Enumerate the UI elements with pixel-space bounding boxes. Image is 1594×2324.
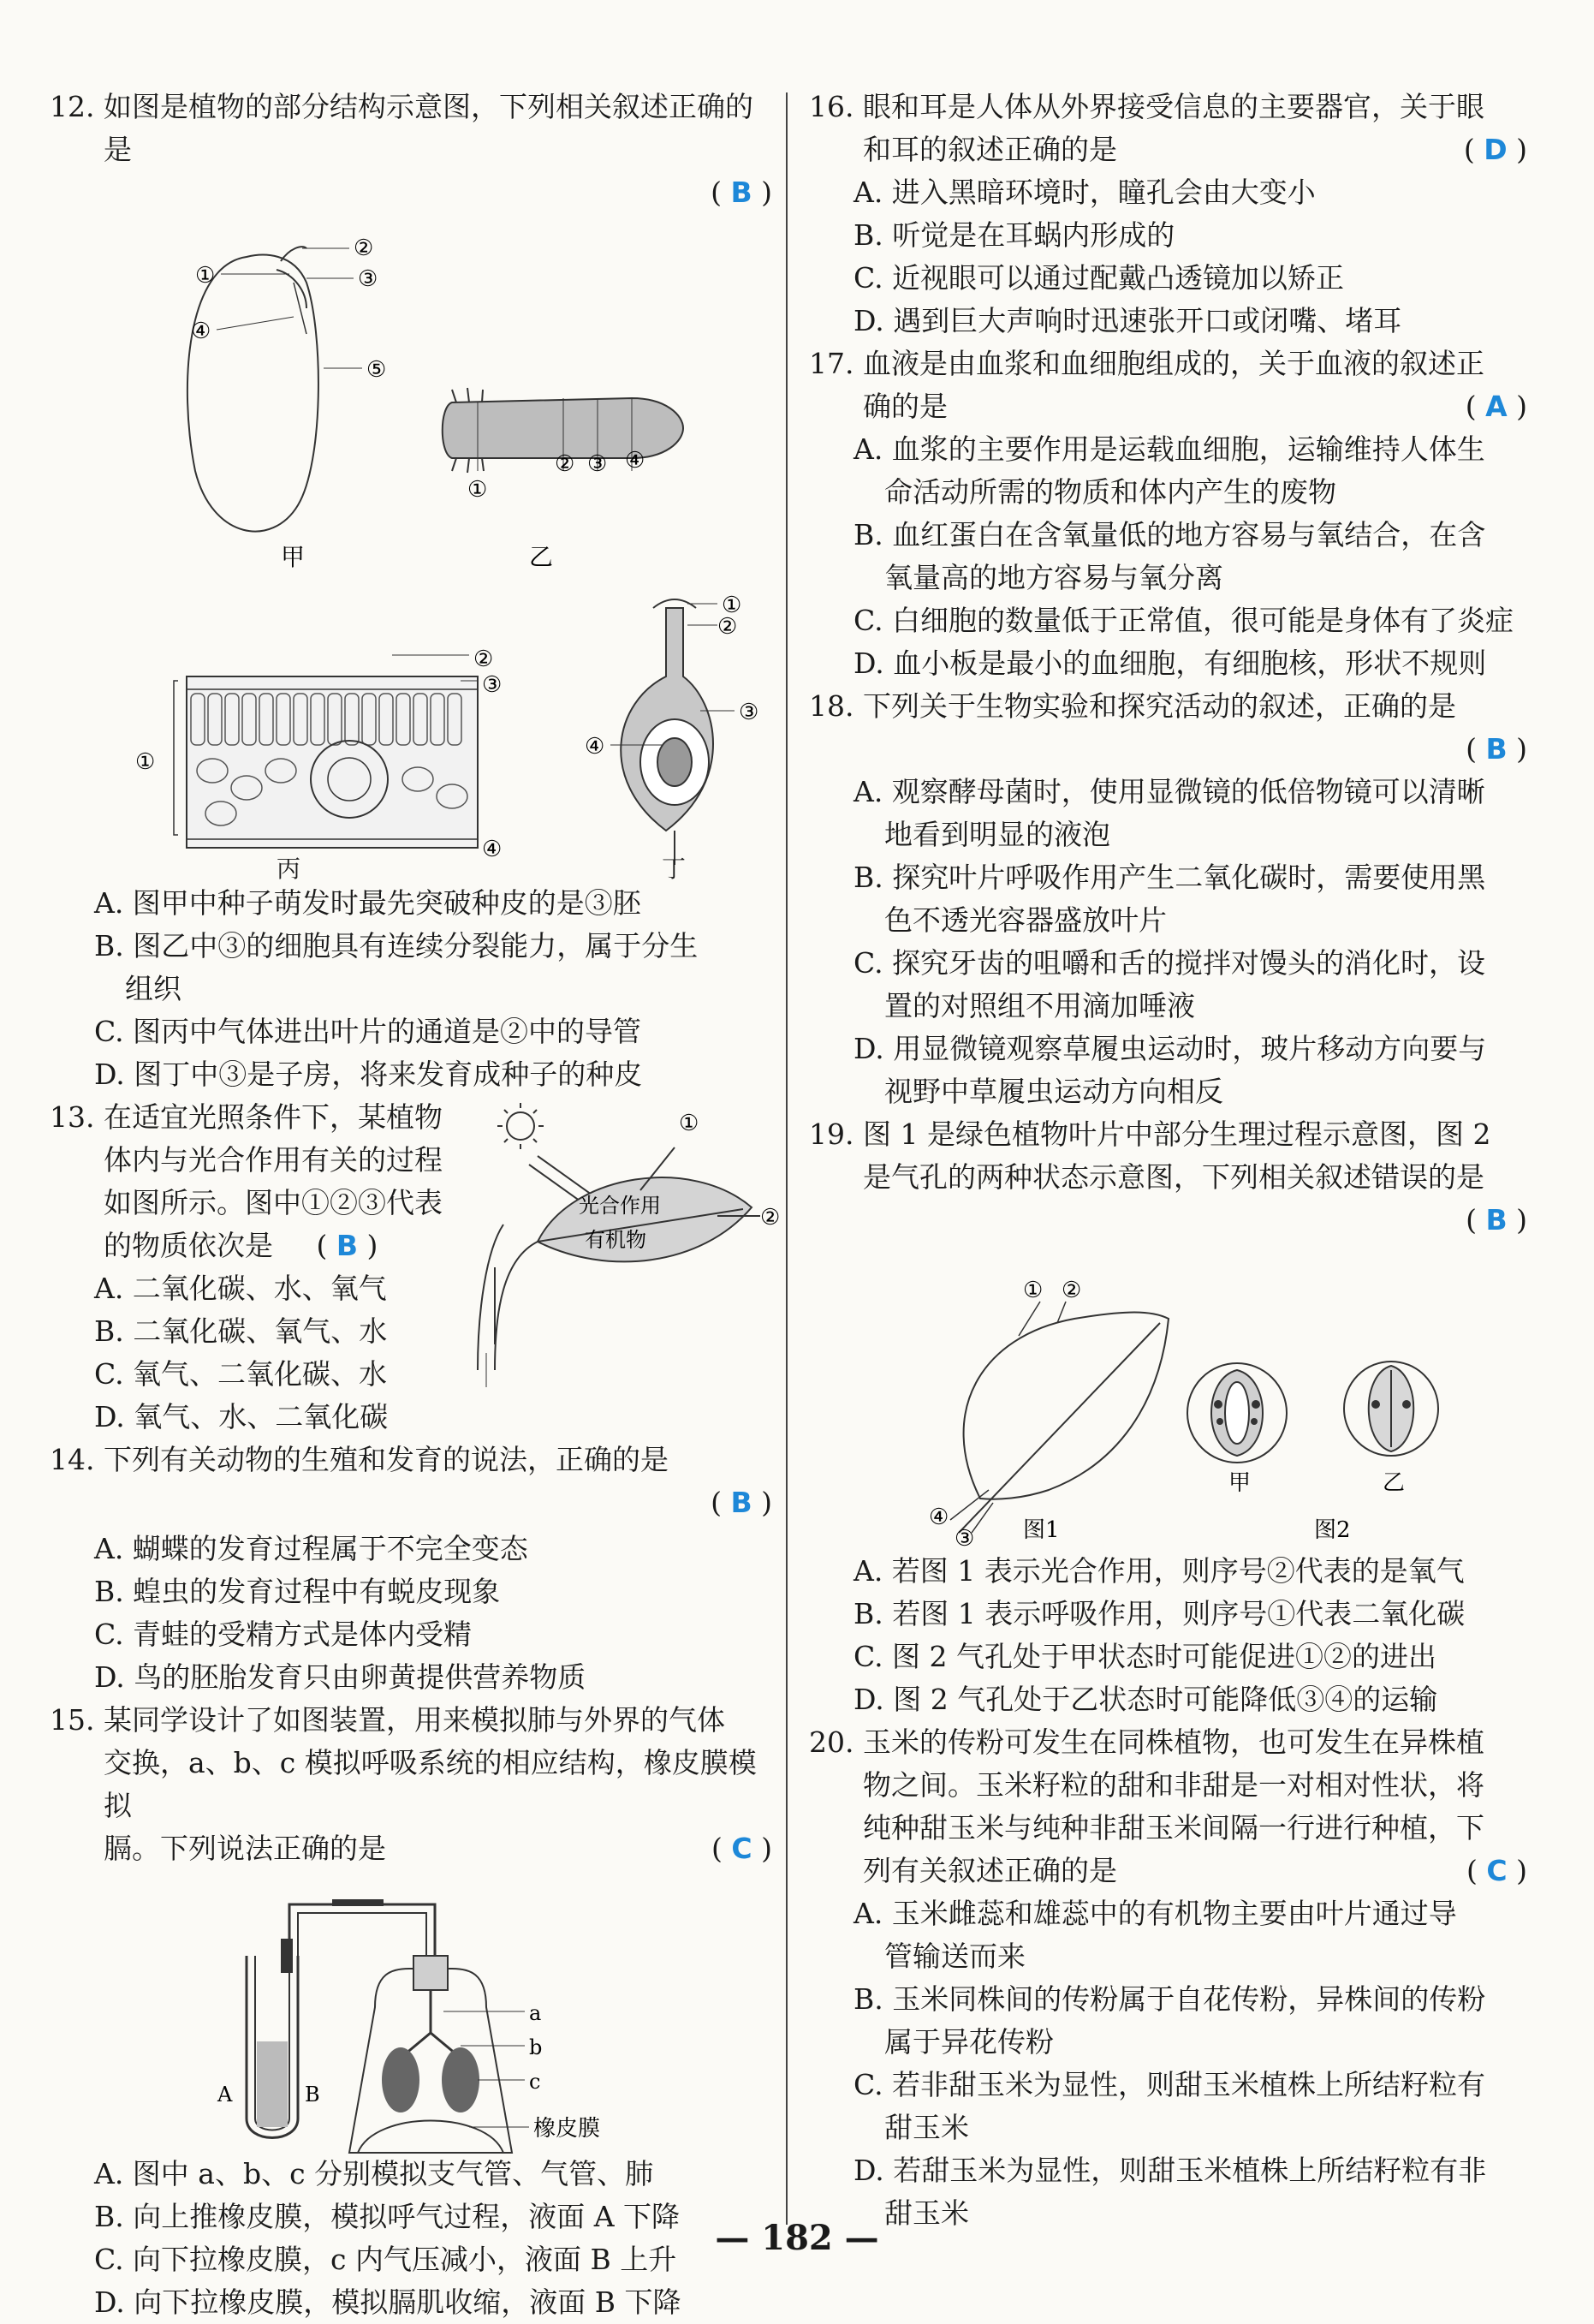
label-1: ① <box>467 477 488 503</box>
label-2: ② <box>473 647 494 672</box>
label-5: ⑤ <box>366 357 387 383</box>
leaf-section-diagram-bing <box>174 655 478 848</box>
option-a: A. 玉米雌蕊和雄蕊中的有机物主要由叶片通过导 <box>854 1897 1457 1930</box>
option-c: C. 白细胞的数量低于正常值，很可能是身体有了炎症 <box>854 604 1514 637</box>
answer-line: ( B ) <box>1466 732 1527 766</box>
answer: C <box>731 1832 752 1865</box>
label-1: ① <box>679 1111 699 1136</box>
option-a: A. 血浆的主要作用是运载血细胞，运输维持人体生 <box>854 432 1485 466</box>
answer: B <box>336 1229 359 1262</box>
label-4: ④ <box>191 319 211 344</box>
column-divider <box>786 92 788 2225</box>
fig-label-yi: 乙 <box>529 543 554 571</box>
figure-plant-structures <box>50 214 777 883</box>
option-c: C. 图丙中气体进出叶片的通道是②中的导管 <box>94 1015 642 1048</box>
option-d: D. 若甜玉米为显性，则甜玉米植株上所结籽粒有非 <box>854 2154 1487 2187</box>
label-1: ① <box>135 749 156 775</box>
label-3: ③ <box>955 1526 975 1552</box>
option-c: C. 向下拉橡皮膜，c 内气压减小，液面 B 上升 <box>94 2243 677 2276</box>
right-column <box>809 86 1532 2235</box>
label-4: ④ <box>625 448 645 474</box>
question-16: 16. 眼和耳是人体从外界接受信息的主要器官，关于眼 和耳的叙述正确的是 ( D ) A. 进入黑暗环境时，瞳孔会由大变小 B. 听觉是在耳蜗内形成的 C. 近视眼可以通过配戴凸透镜加以矫正 D. 遇到巨大声响时迅速张开口或闭嘴、堵耳 <box>809 86 1532 343</box>
question-17: 17. 血液是由血浆和血细胞组成的，关于血液的叙述正 确的是 ( A ) A. 血浆的主要作用是运载血细胞，运输维持人体生 命活动所需的物质和体内产生的废物 B. 血红蛋白在含氧量低的地方容易与氧结合，在含 氧量高的地方容易与氧分离 C. 白细胞的数量低于正常值，很可能是身体有了炎症 D. 血小板是最小的血细胞，有细胞核，形状不规则 <box>809 343 1532 685</box>
option-c: C. 图 2 气孔处于甲状态时可能促进①②的进出 <box>854 1640 1437 1673</box>
option-a: A. 若图 1 表示光合作用，则序号②代表的是氧气 <box>854 1554 1465 1588</box>
option-d: D. 图 2 气孔处于乙状态时可能降低③④的运输 <box>854 1683 1438 1716</box>
question-stem: 下列关于生物实验和探究活动的叙述，正确的是 <box>862 689 1456 723</box>
question-12 <box>50 86 777 1096</box>
option-c: C. 氧气、二氧化碳、水 <box>94 1357 388 1391</box>
label-4: ④ <box>482 837 503 862</box>
label-a: a <box>529 2001 542 2025</box>
option-b-cont: 组织 <box>125 972 181 1005</box>
option-d: D. 用显微镜观察草履虫运动时，玻片移动方向要与 <box>854 1032 1487 1065</box>
option-b: B. 二氧化碳、氧气、水 <box>94 1314 388 1348</box>
option-b: B. 听觉是在耳蜗内形成的 <box>854 218 1175 252</box>
answer: B <box>730 1486 752 1519</box>
answer-line: ( B ) <box>1466 1203 1527 1236</box>
question-stem: 下列有关动物的生殖和发育的说法，正确的是 <box>103 1443 669 1476</box>
fig-label-ding: 丁 <box>662 855 687 883</box>
option-b: B. 向上推橡皮膜，模拟呼气过程，液面 A 下降 <box>94 2200 681 2233</box>
option-b: B. 若图 1 表示呼吸作用，则序号①代表二氧化碳 <box>854 1597 1466 1630</box>
label-rubber-membrane: 橡皮膜 <box>533 2116 601 2142</box>
question-number: 14. <box>50 1443 104 1476</box>
question-15: 15. 某同学设计了如图装置，用来模拟肺与外界的气体 交换，a、b、c 模拟呼吸系统的相应结构，橡皮膜模拟 膈。下列说法正确的是 ( C ) a b c A B 橡皮膜 A. 图中 a、b、c 分别模拟支气管、气管、肺 B. 向上推橡皮膜，模拟呼气过程，液面 A 下降 C. 向下拉橡皮膜，c 内气压减小，液面 B 上升 D. 向下拉橡皮膜，模拟膈肌收缩，液面 B 下降 <box>50 1699 777 2324</box>
lung-model-diagram <box>50 1870 777 2153</box>
question-number: 17. <box>809 347 863 380</box>
question-14 <box>50 1439 777 1699</box>
answer-line: ( B ) <box>711 1486 772 1519</box>
answer: B <box>730 176 752 209</box>
question-stem-line: 膈。下列说法正确的是 <box>103 1832 386 1865</box>
label-3: ③ <box>739 700 759 725</box>
option-d: D. 遇到巨大声响时迅速张开口或闭嘴、堵耳 <box>854 304 1402 337</box>
fig-label-figure-2: 图2 <box>1314 1517 1351 1543</box>
label-b: b <box>529 2035 543 2059</box>
label-3: ③ <box>587 451 608 477</box>
figure-leaf-stomata <box>809 1242 1532 1550</box>
option-d: D. 血小板是最小的血细胞，有细胞核，形状不规则 <box>854 647 1487 680</box>
question-stem-line: 图 1 是绿色植物叶片中部分生理过程示意图，图 2 <box>862 1117 1491 1151</box>
question-number: 16. <box>809 90 863 123</box>
label-1: ① <box>195 263 216 289</box>
option-c: C. 若非甜玉米为显性，则甜玉米植株上所结籽粒有 <box>854 2068 1486 2101</box>
fig-label-jia: 甲 <box>1228 1470 1252 1496</box>
label-1: ① <box>722 593 742 618</box>
page-number: — 182 — <box>715 2218 879 2258</box>
label-2: ② <box>555 451 575 477</box>
option-a: A. 图中 a、b、c 分别模拟支气管、气管、肺 <box>94 2157 654 2190</box>
question-stem-line: 确的是 <box>862 390 948 423</box>
fig-label-bing: 丙 <box>277 855 301 883</box>
question-20: 20. 玉米的传粉可发生在同株植物，也可发生在异株植 物之间。玉米籽粒的甜和非甜是一对相对性状，将 纯种甜玉米与纯种非甜玉米间隔一行进行种植，下 列有关叙述正确的是 ( C ) A. 玉米雌蕊和雄蕊中的有机物主要由叶片通过导 管输送而来 B. 玉米同株间的传粉属于自花传粉，异株间的传粉 属于异花传粉 C. 若非甜玉米为显性，则甜玉米植株上所结籽粒有 甜玉米 D. 若甜玉米为显性，则甜玉米植株上所结籽粒有非 甜玉米 <box>809 1721 1532 2235</box>
option-b-cont: 色不透光容器盛放叶片 <box>884 903 1167 937</box>
option-c: C. 探究牙齿的咀嚼和舌的搅拌对馒头的消化时，设 <box>854 946 1486 980</box>
option-a: A. 二氧化碳、水、氧气 <box>94 1272 387 1305</box>
stoma-closed-yi <box>1344 1362 1438 1456</box>
answer-line: ( B ) <box>711 176 772 209</box>
option-a: A. 观察酵母菌时，使用显微镜的低倍物镜可以清晰 <box>854 775 1485 808</box>
label-organic-matter: 有机物 <box>585 1228 646 1252</box>
question-stem-line: 在适宜光照条件下，某植物 <box>103 1100 443 1134</box>
label-2: ② <box>1062 1278 1082 1303</box>
fig-label-jia: 甲 <box>281 543 306 571</box>
question-number: 20. <box>809 1725 863 1759</box>
question-number: 18. <box>809 689 863 723</box>
answer: B <box>1485 1203 1508 1236</box>
label-2: ② <box>717 614 738 640</box>
label-3: ③ <box>358 266 378 292</box>
plant-diagrams <box>50 214 777 862</box>
option-d-cont: 视野中草履虫运动方向相反 <box>884 1075 1223 1108</box>
label-B: B <box>305 2083 320 2106</box>
option-d: D. 氧气、水、二氧化碳 <box>94 1400 389 1433</box>
answer: B <box>1485 732 1508 766</box>
question-stem: 如图是植物的部分结构示意图，下列相关叙述正确的是 <box>103 90 753 166</box>
question-19 <box>809 1113 1532 1721</box>
question-number: 13. <box>50 1100 104 1134</box>
fig-label-yi: 乙 <box>1383 1470 1406 1496</box>
answer: C <box>1486 1854 1508 1887</box>
stoma-open-jia <box>1187 1363 1287 1463</box>
option-a-cont: 地看到明显的液泡 <box>884 818 1110 851</box>
question-stem-line: 某同学设计了如图装置，用来模拟肺与外界的气体 <box>103 1703 725 1737</box>
question-number: 19. <box>809 1117 863 1151</box>
question-stem-line: 血液是由血浆和血细胞组成的，关于血液的叙述正 <box>862 347 1484 380</box>
option-b: B. 血红蛋白在含氧量低的地方容易与氧结合，在含 <box>854 518 1486 551</box>
question-stem-line: 玉米的传粉可发生在同株植物，也可发生在异株植 <box>862 1725 1484 1759</box>
question-stem-line: 交换，a、b、c 模拟呼吸系统的相应结构，橡皮膜模拟 <box>103 1746 757 1822</box>
question-stem-line: 物之间。玉米籽粒的甜和非甜是一对相对性状，将 <box>862 1768 1484 1802</box>
answer: D <box>1484 133 1508 166</box>
question-18 <box>809 685 1532 1113</box>
sun-icon <box>497 1103 544 1149</box>
fig-label-figure-1: 图1 <box>1023 1517 1060 1543</box>
pistil-diagram-ding <box>610 599 738 865</box>
question-stem-line: 如图所示。图中①②③代表 <box>103 1186 443 1219</box>
option-b: B. 蝗虫的发育过程中有蜕皮现象 <box>94 1575 501 1608</box>
question-number: 15. <box>50 1703 104 1737</box>
answer: A <box>1485 390 1508 423</box>
option-b: B. 玉米同株间的传粉属于自花传粉，异株间的传粉 <box>854 1982 1486 2016</box>
question-stem-line: 是气孔的两种状态示意图，下列相关叙述错误的是 <box>862 1160 1484 1194</box>
option-c: C. 近视眼可以通过配戴凸透镜加以矫正 <box>854 261 1345 295</box>
question-13: 13. 在适宜光照条件下，某植物 体内与光合作用有关的过程 如图所示。图中①②③代表 的物质依次是 ( B ) A. 二氧化碳、水、氧气 B. 二氧化碳、氧气、水 C. 氧气、二氧化碳、水 D. 氧气、水、二氧化碳 光合作用 有机物 ① ② <box>50 1096 777 1439</box>
option-d: D. 向下拉橡皮膜，模拟膈肌收缩，液面 B 下降 <box>94 2285 681 2319</box>
option-a: A. 蝴蝶的发育过程属于不完全变态 <box>94 1532 528 1565</box>
option-b-cont: 氧量高的地方容易与氧分离 <box>884 561 1223 594</box>
question-number: 12. <box>50 90 104 123</box>
seed-diagram-jia <box>187 247 362 531</box>
option-b: B. 探究叶片呼吸作用产生二氧化碳时，需要使用黑 <box>854 861 1486 894</box>
label-1: ① <box>1023 1278 1044 1303</box>
leaf-stomata-diagram <box>809 1242 1532 1550</box>
option-d: D. 图丁中③是子房，将来发育成种子的种皮 <box>94 1058 643 1091</box>
option-a: A. 进入黑暗环境时，瞳孔会由大变小 <box>854 176 1316 209</box>
option-a-cont: 命活动所需的物质和体内产生的废物 <box>884 475 1336 509</box>
label-A: A <box>217 2083 233 2106</box>
option-b-cont: 属于异花传粉 <box>884 2025 1054 2059</box>
left-column <box>50 86 781 2324</box>
option-c: C. 青蛙的受精方式是体内受精 <box>94 1618 473 1651</box>
question-stem-line: 眼和耳是人体从外界接受信息的主要器官，关于眼 <box>862 90 1484 123</box>
label-4: ④ <box>585 734 605 760</box>
question-stem-line: 列有关叙述正确的是 <box>862 1854 1117 1887</box>
label-2: ② <box>354 235 374 261</box>
option-c-cont: 甜玉米 <box>884 2111 969 2144</box>
label-4: ④ <box>929 1505 949 1530</box>
option-b: B. 图乙中③的细胞具有连续分裂能力，属于分生 <box>94 929 699 962</box>
label-photosynthesis: 光合作用 <box>579 1194 661 1218</box>
option-a-cont: 管输送而来 <box>884 1940 1026 1973</box>
option-a: A. 图甲中种子萌发时最先突破种皮的是③胚 <box>94 886 641 920</box>
option-d: D. 鸟的胚胎发育只由卵黄提供营养物质 <box>94 1660 586 1694</box>
option-d-cont: 甜玉米 <box>884 2196 969 2230</box>
figure-lung-model <box>50 1870 777 2153</box>
label-2: ② <box>760 1205 781 1231</box>
option-c-cont: 置的对照组不用滴加唾液 <box>884 989 1195 1022</box>
label-3: ③ <box>482 672 503 698</box>
photosynthesis-diagram <box>469 1096 781 1370</box>
label-c: c <box>529 2070 541 2094</box>
question-stem-line: 体内与光合作用有关的过程 <box>103 1143 443 1177</box>
question-stem-line: 和耳的叙述正确的是 <box>862 133 1117 166</box>
question-stem-line: 的物质依次是 <box>103 1229 273 1262</box>
question-stem-line: 纯种甜玉米与纯种非甜玉米间隔一行进行种植，下 <box>862 1811 1484 1844</box>
